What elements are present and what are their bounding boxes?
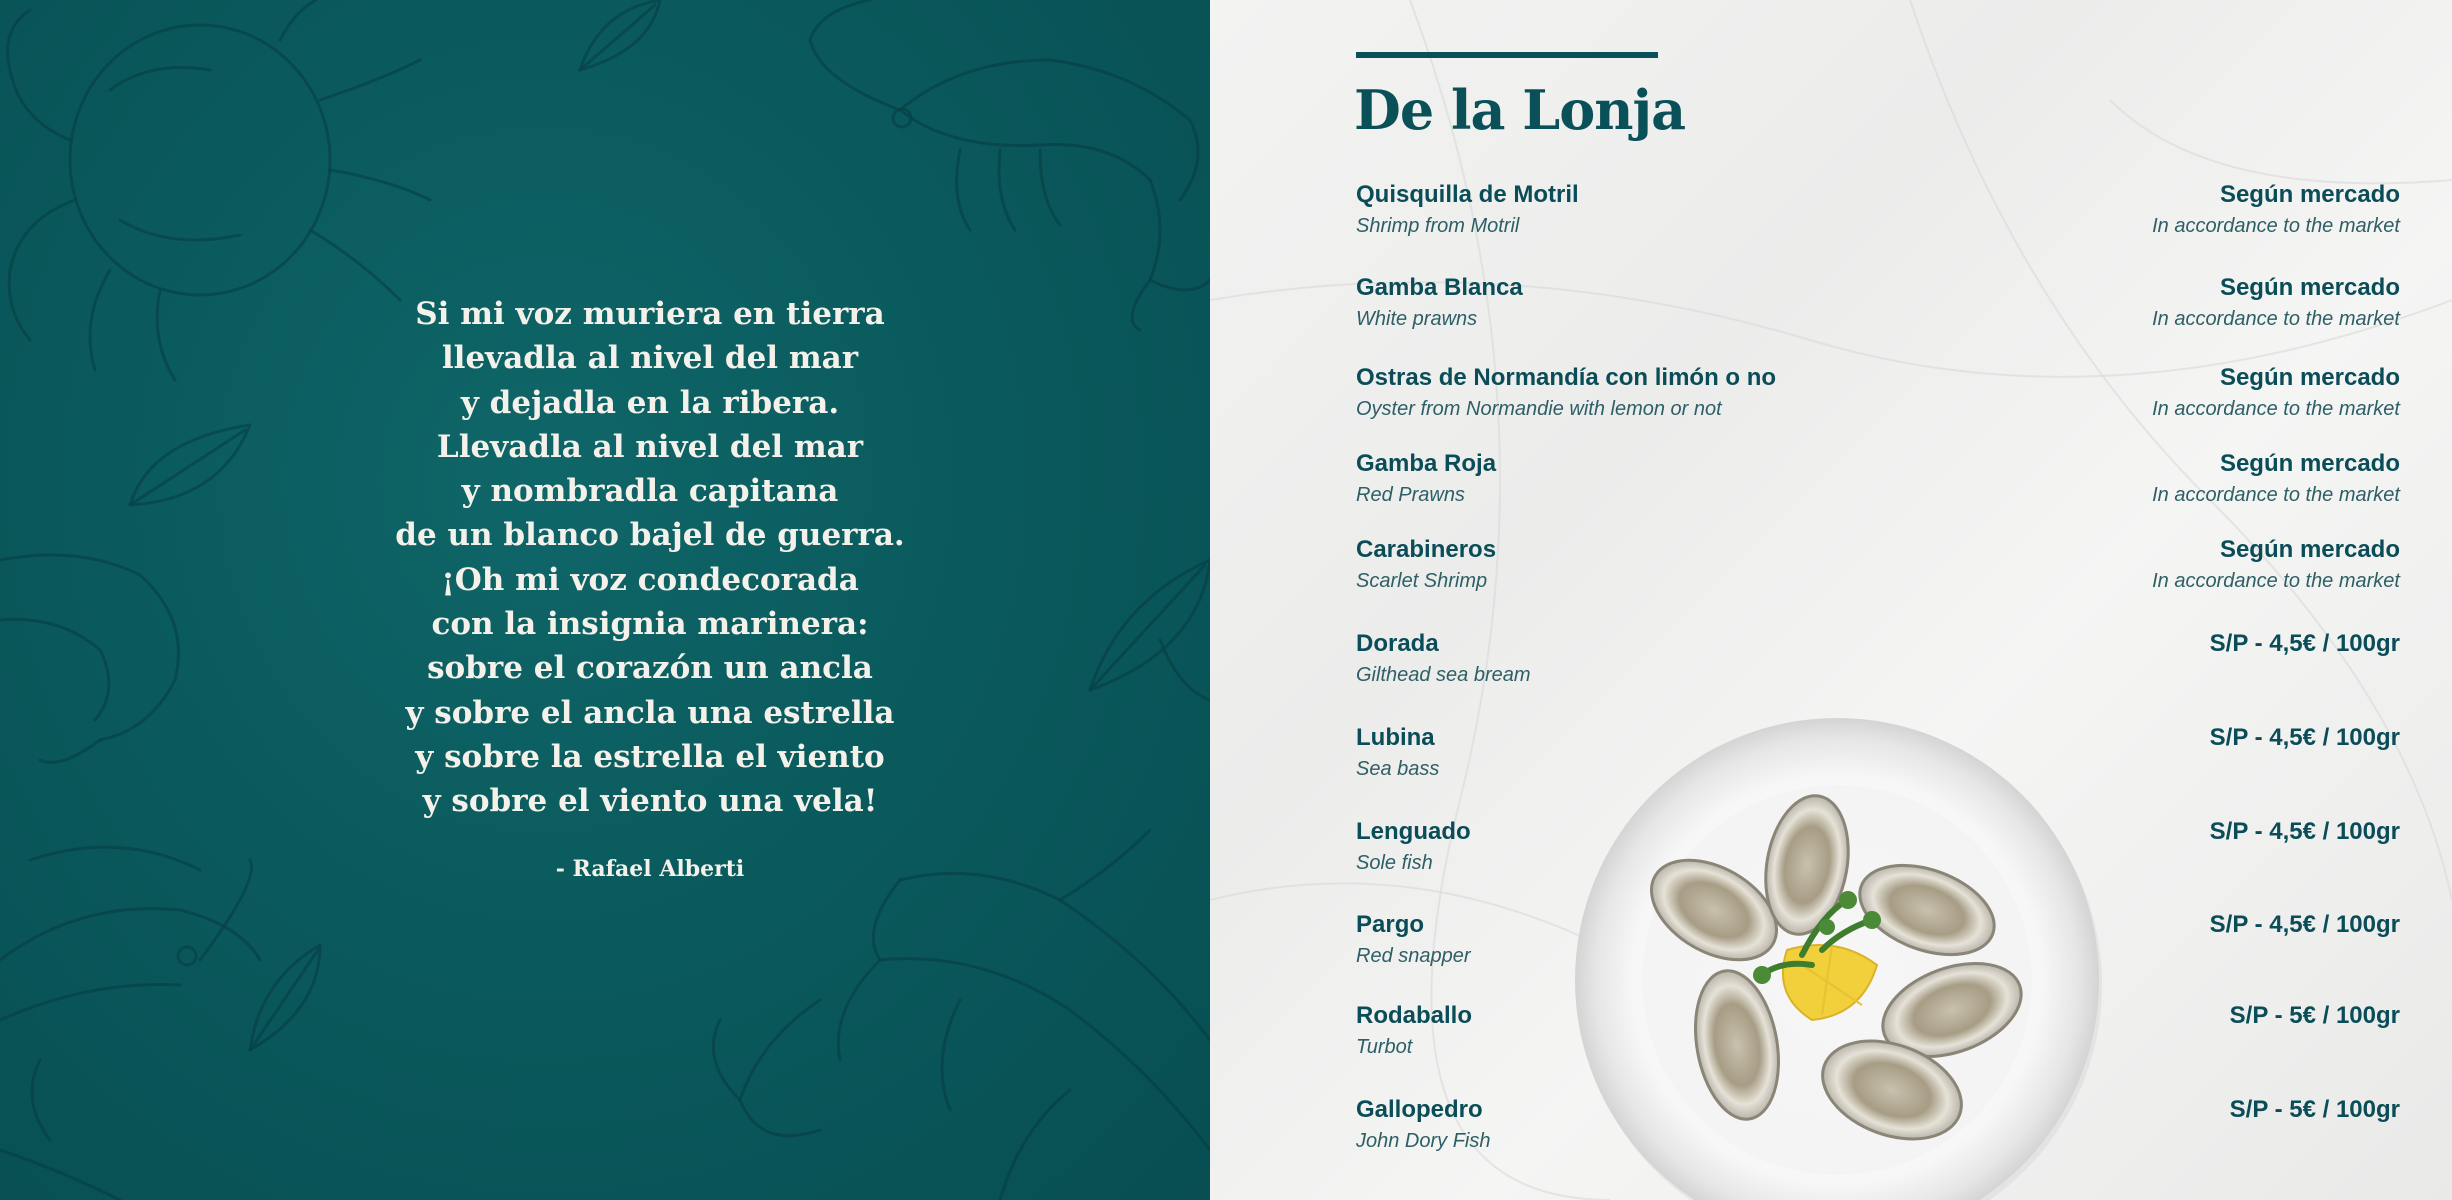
item-price: Según mercado: [2219, 536, 2400, 563]
menu-item: [1356, 364, 2400, 434]
item-name: Rodaballo: [1356, 1002, 1473, 1029]
item-price: S/P - 4,5€ / 100gr: [2209, 911, 2400, 938]
poem-line: sobre el corazón un ancla: [427, 650, 873, 687]
item-price-note: In accordance to the market: [2152, 308, 2400, 330]
menu-item: [1356, 724, 2400, 794]
item-name: Carabineros: [1356, 536, 1497, 563]
menu-item: [1356, 818, 2400, 888]
item-price-note: In accordance to the market: [2152, 398, 2400, 420]
item-name: Lubina: [1356, 724, 1435, 751]
poem-author: - Rafael Alberti: [555, 856, 745, 882]
menu-item: [1356, 450, 2400, 520]
poem-line: y dejadla en la ribera.: [460, 384, 840, 421]
item-price-note: In accordance to the market: [2152, 215, 2400, 237]
menu-item: [1356, 1002, 2400, 1072]
poem-line: Si mi voz muriera en tierra: [415, 296, 885, 332]
item-description: John Dory Fish: [1356, 1130, 1491, 1152]
item-description: Oyster from Normandie with lemon or not: [1356, 398, 1722, 420]
item-name: Gamba Blanca: [1356, 274, 1523, 301]
poem-page: [0, 0, 1210, 1200]
item-name: Dorada: [1356, 630, 1439, 657]
item-description: Red Prawns: [1356, 484, 1465, 506]
menu-item: [1356, 181, 2400, 251]
leaf-icon: [580, 0, 660, 70]
menu-item: [1356, 536, 2400, 606]
item-price: S/P - 4,5€ / 100gr: [2209, 724, 2400, 751]
item-price: Según mercado: [2219, 181, 2400, 208]
poem-line: y sobre el ancla una estrella: [405, 694, 895, 731]
poem-line: y sobre la estrella el viento: [415, 738, 885, 775]
item-price: S/P - 4,5€ / 100gr: [2209, 630, 2400, 657]
shrimp-icon: [0, 847, 260, 1200]
item-name: Gamba Roja: [1356, 450, 1497, 477]
item-name: Pargo: [1356, 911, 1425, 938]
page-title: De la Lonja: [1354, 78, 1686, 142]
poem-line: y nombradla capitana: [461, 473, 839, 510]
poem-line: llevadla al nivel del mar: [441, 340, 859, 377]
item-description: White prawns: [1356, 308, 1478, 330]
item-price: Según mercado: [2219, 364, 2400, 391]
poem-line: Llevadla al nivel del mar: [436, 428, 864, 465]
item-name: Quisquilla de Motril: [1356, 181, 1579, 208]
item-name: Lenguado: [1356, 818, 1471, 845]
item-name: Gallopedro: [1356, 1096, 1483, 1123]
item-price: S/P - 4,5€ / 100gr: [2209, 818, 2400, 845]
item-name: Ostras de Normandía con limón o no: [1356, 364, 1777, 391]
item-description: Sole fish: [1356, 852, 1433, 874]
poem-line: de un blanco bajel de guerra.: [395, 517, 905, 554]
poem-line: ¡Oh mi voz condecorada: [441, 561, 859, 598]
item-description: Red snapper: [1356, 945, 1471, 967]
menu-item: [1356, 1096, 2400, 1166]
poem-line: y sobre el viento una vela!: [422, 783, 878, 820]
item-price: Según mercado: [2219, 450, 2400, 477]
menu-item: [1356, 630, 2400, 700]
item-price: S/P - 5€ / 100gr: [2229, 1002, 2400, 1029]
item-price: Según mercado: [2219, 274, 2400, 301]
item-description: Scarlet Shrimp: [1356, 570, 1488, 592]
item-description: Sea bass: [1356, 758, 1440, 780]
menu-item: [1356, 274, 2400, 344]
item-description: Shrimp from Motril: [1356, 215, 1520, 237]
title-rule: [1356, 52, 1658, 58]
item-price-note: In accordance to the market: [2152, 570, 2400, 592]
poem-line: con la insignia marinera:: [431, 606, 869, 643]
lobster-icon: [713, 830, 1210, 1200]
item-price: S/P - 5€ / 100gr: [2229, 1096, 2400, 1123]
shrimp-icon: [810, 0, 1210, 330]
poem-text: [0, 292, 1210, 824]
menu-item: [1356, 911, 2400, 981]
item-price-note: In accordance to the market: [2152, 484, 2400, 506]
item-description: Gilthead sea bream: [1356, 664, 1531, 686]
menu-page: [1210, 0, 2452, 1200]
item-description: Turbot: [1356, 1036, 1413, 1058]
